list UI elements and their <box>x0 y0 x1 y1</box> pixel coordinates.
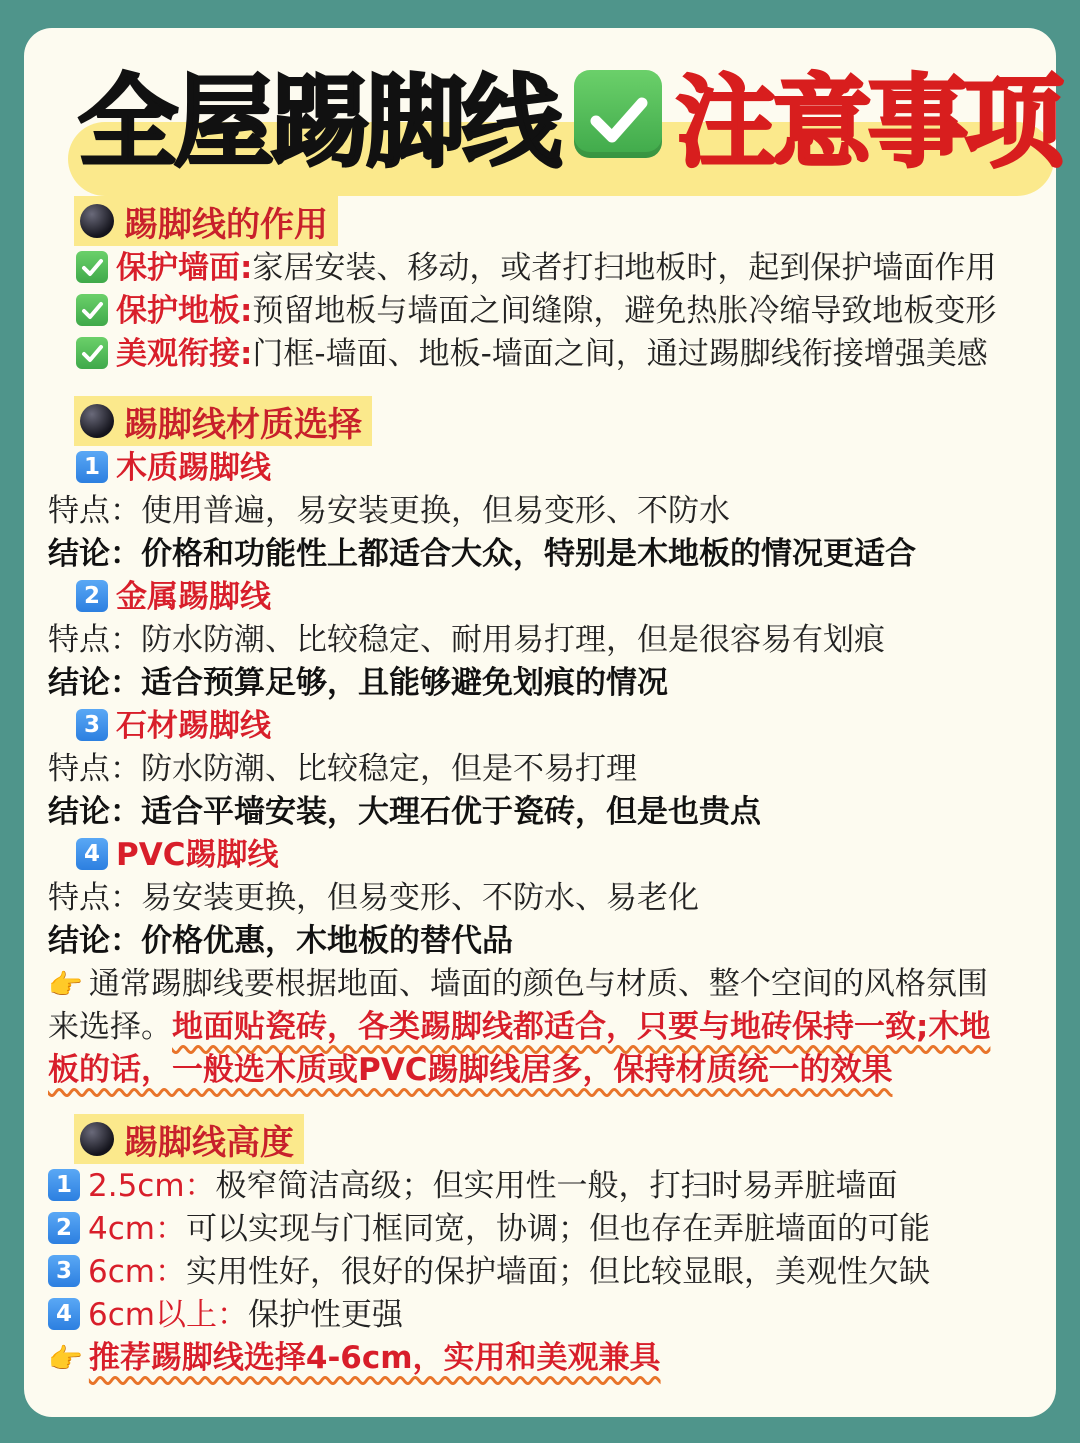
material-conclusion: 结论：适合平墙安装，大理石优于瓷砖，但是也贵点 <box>48 794 761 830</box>
material-name: 木质踢脚线 <box>116 450 271 486</box>
list-item <box>76 291 996 331</box>
keycap-2-icon: 2 <box>76 580 108 612</box>
material-feature: 特点：易安装更换，但易变形、不防水、易老化 <box>48 880 699 916</box>
height-label: 2.5cm： <box>88 1168 216 1204</box>
material-title <box>76 706 271 746</box>
section-heading-function <box>74 196 338 246</box>
material-title <box>76 448 271 488</box>
check-icon <box>76 294 108 326</box>
keycap-1-icon: 1 <box>48 1169 80 1201</box>
section-heading-height <box>74 1114 304 1164</box>
keycap-3-icon: 3 <box>48 1255 80 1287</box>
keycap-1-icon: 1 <box>76 451 108 483</box>
section1-heading-text: 踢脚线的作用 <box>124 204 328 245</box>
title-part2: 注意事项 <box>676 64 1060 181</box>
material-name: 金属踢脚线 <box>116 579 271 615</box>
material-feature: 特点：防水防潮、比较稳定，但是不易打理 <box>48 751 637 787</box>
black-circle-icon <box>80 404 114 438</box>
page-title <box>78 54 1060 181</box>
height-label: 4cm： <box>88 1211 186 1247</box>
material-name: PVC踢脚线 <box>116 837 279 873</box>
item-text: 家居安装、移动，或者打扫地板时，起到保护墙面作用 <box>252 250 997 286</box>
recommendation <box>48 1338 661 1379</box>
height-text: 极窄简洁高级；但实用性一般，打扫时易弄脏墙面 <box>215 1168 898 1204</box>
item-label: 美观衔接: <box>116 336 253 372</box>
pointing-hand-icon: 👉 <box>48 1342 83 1375</box>
section-heading-material <box>74 396 372 446</box>
title-part1: 全屋踢脚线 <box>78 64 558 181</box>
pointing-hand-icon: 👉 <box>48 968 83 1001</box>
item-label: 保护墙面: <box>116 250 253 286</box>
recommend-text: 推荐踢脚线选择4-6cm，实用和美观兼具 <box>88 1340 661 1376</box>
tip-text-highlight: 地面贴瓷砖，各类踢脚线都适合，只要与地砖保持一致;木地 <box>172 1009 991 1045</box>
tip-line-1 <box>48 964 988 1005</box>
list-item <box>76 248 996 288</box>
keycap-4-icon: 4 <box>76 838 108 870</box>
item-text: 门框-墙面、地板-墙面之间，通过踢脚线衔接增强美感 <box>252 336 988 372</box>
check-icon <box>76 337 108 369</box>
list-item <box>76 334 988 374</box>
tip-line-2 <box>48 1007 990 1047</box>
height-item <box>48 1166 898 1206</box>
height-text: 可以实现与门框同宽，协调；但也存在弄脏墙面的可能 <box>185 1211 930 1247</box>
material-feature: 特点：防水防潮、比较稳定、耐用易打理，但是很容易有划痕 <box>48 622 885 658</box>
keycap-4-icon: 4 <box>48 1298 80 1330</box>
height-label: 6cm以上： <box>88 1297 248 1333</box>
material-name: 石材踢脚线 <box>116 708 271 744</box>
content-card <box>24 28 1060 1417</box>
tip-text-highlight: 板的话，一般选木质或PVC踢脚线居多，保持材质统一的效果 <box>48 1052 893 1088</box>
tip-line-3 <box>48 1050 892 1090</box>
height-label: 6cm： <box>88 1254 186 1290</box>
tip-text-plain: 来选择。 <box>48 1009 172 1045</box>
height-item <box>48 1295 403 1335</box>
height-item <box>48 1209 930 1249</box>
keycap-2-icon: 2 <box>48 1212 80 1244</box>
height-item <box>48 1252 930 1292</box>
title-banner <box>44 48 1060 188</box>
check-icon <box>76 251 108 283</box>
item-label: 保护地板: <box>116 293 253 329</box>
material-conclusion: 结论：价格优惠，木地板的替代品 <box>48 923 513 959</box>
material-title <box>76 835 278 875</box>
tip-text: 通常踢脚线要根据地面、墙面的颜色与材质、整个空间的风格氛围 <box>88 966 988 1002</box>
keycap-3-icon: 3 <box>76 709 108 741</box>
check-mark-icon <box>574 70 662 158</box>
height-text: 保护性更强 <box>247 1297 403 1333</box>
black-circle-icon <box>80 1122 114 1156</box>
section2-heading-text: 踢脚线材质选择 <box>124 404 362 445</box>
black-circle-icon <box>80 204 114 238</box>
material-conclusion: 结论：适合预算足够，且能够避免划痕的情况 <box>48 665 668 701</box>
height-text: 实用性好，很好的保护墙面；但比较显眼，美观性欠缺 <box>185 1254 930 1290</box>
material-title <box>76 577 271 617</box>
material-conclusion: 结论：价格和功能性上都适合大众，特别是木地板的情况更适合 <box>48 536 916 572</box>
section3-heading-text: 踢脚线高度 <box>124 1122 294 1163</box>
material-feature: 特点：使用普遍，易安装更换，但易变形、不防水 <box>48 493 730 529</box>
item-text: 预留地板与墙面之间缝隙，避免热胀冷缩导致地板变形 <box>252 293 997 329</box>
